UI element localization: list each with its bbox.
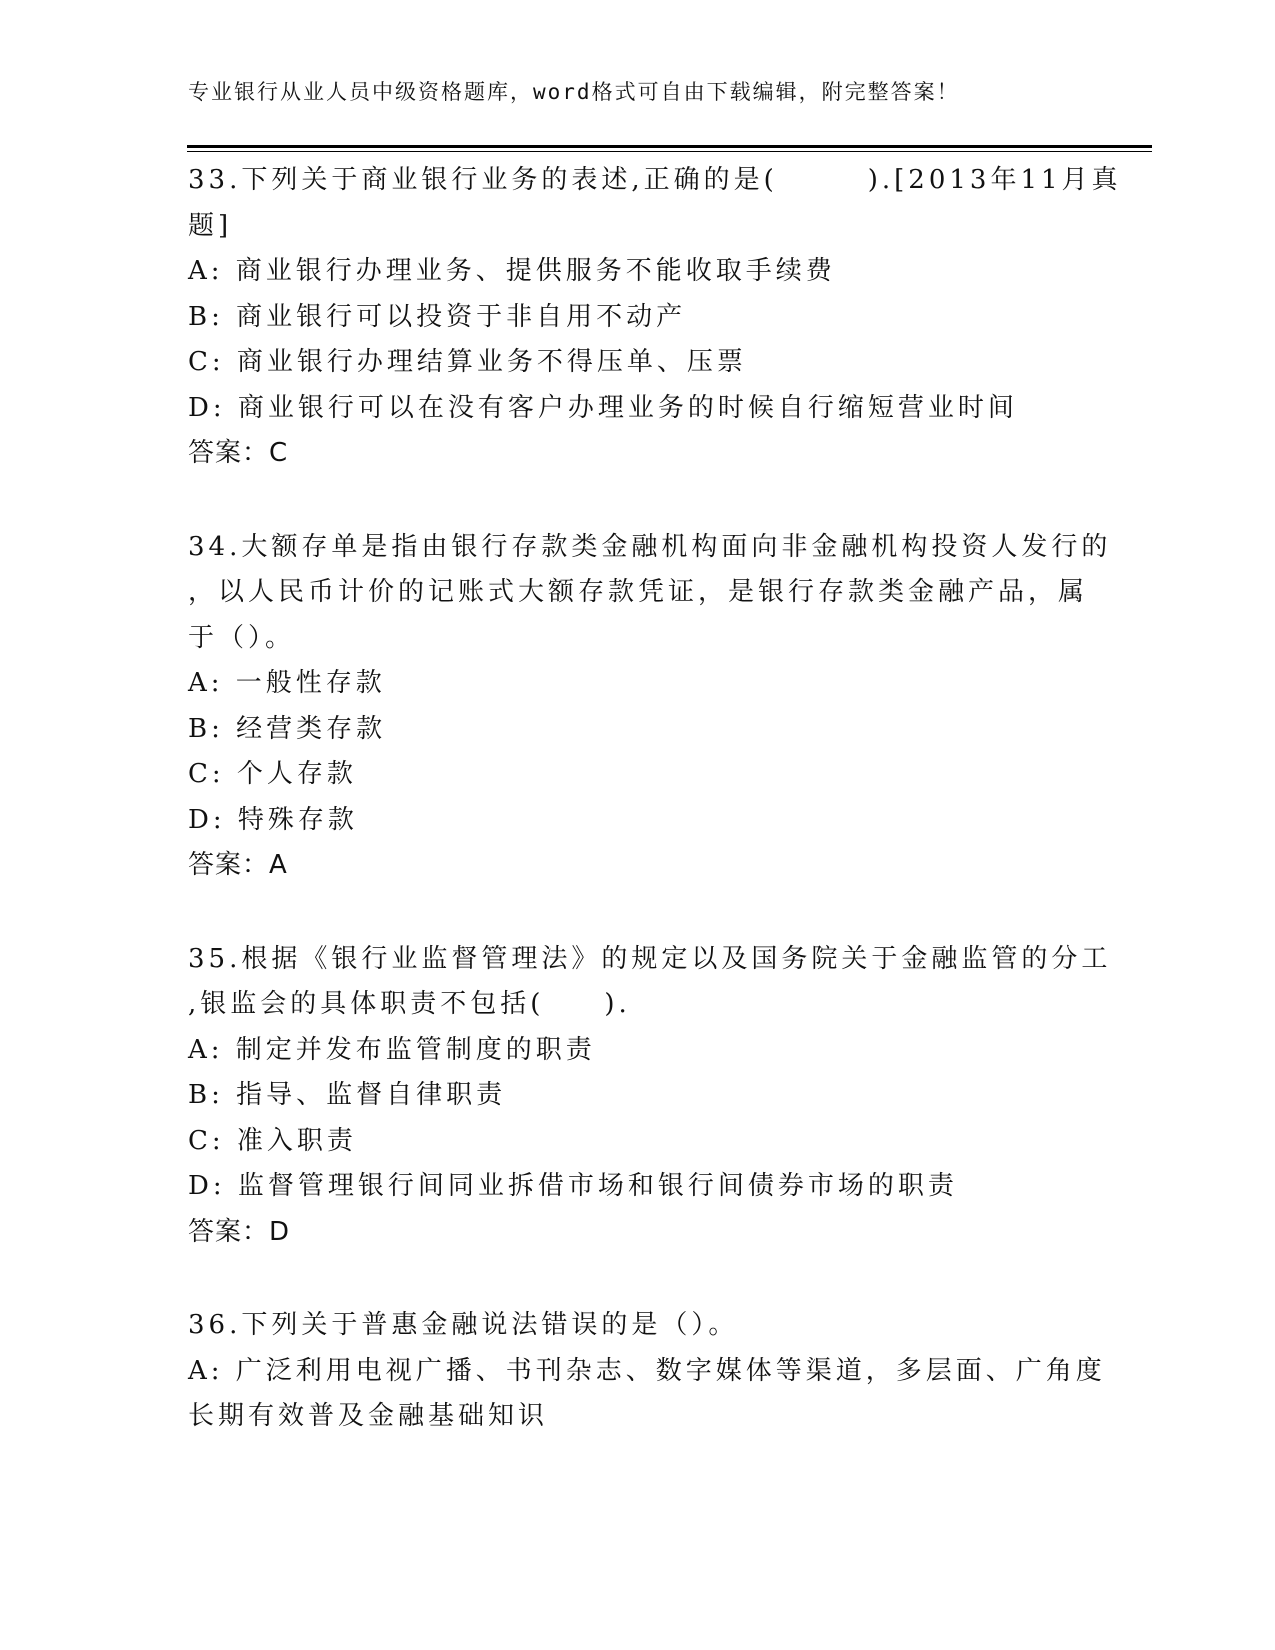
answer: 答案：C bbox=[188, 438, 289, 468]
option-d: D: 特殊存款 bbox=[188, 804, 358, 835]
question-34 bbox=[188, 525, 1112, 889]
question-text: 35.根据《银行业监督管理法》的规定以及国务院关于金融监管的分工 bbox=[188, 943, 1112, 974]
answer: 答案：D bbox=[188, 1216, 291, 1247]
option-a: A: 一般性存款 bbox=[188, 668, 386, 698]
question-33 bbox=[188, 158, 1122, 477]
option-c: C: 商业银行办理结算业务不得压单、压票 bbox=[188, 347, 747, 377]
option-d: D: 监督管理银行间同业拆借市场和银行间债券市场的职责 bbox=[188, 1171, 958, 1201]
question-36 bbox=[188, 1303, 1106, 1440]
option-c: C: 个人存款 bbox=[188, 759, 357, 789]
header-rule-thick bbox=[187, 145, 1152, 148]
question-text: 题] bbox=[188, 210, 233, 241]
option-d: D: 商业银行可以在没有客户办理业务的时候自行缩短营业时间 bbox=[188, 392, 1018, 423]
question-text: 34.大额存单是指由银行存款类金融机构面向非金融机构投资人发行的 bbox=[188, 531, 1112, 562]
question-text: 于（）。 bbox=[188, 622, 296, 653]
page-header: 专业银行从业人员中级资格题库，word格式可自由下载编辑，附完整答案！ bbox=[188, 80, 960, 104]
option-c: C: 准入职责 bbox=[188, 1125, 357, 1156]
header-rule-thin bbox=[187, 151, 1152, 152]
question-35 bbox=[188, 937, 1112, 1256]
answer: 答案：A bbox=[188, 850, 288, 880]
option-b: B: 指导、监督自律职责 bbox=[188, 1080, 507, 1110]
option-a-continued: 长期有效普及金融基础知识 bbox=[188, 1401, 549, 1431]
option-a: A: 广泛利用电视广播、书刊杂志、数字媒体等渠道，多层面、广角度 bbox=[188, 1355, 1106, 1386]
option-b: B: 商业银行可以投资于非自用不动产 bbox=[188, 301, 687, 332]
option-a: A: 商业银行办理业务、提供服务不能收取手续费 bbox=[188, 256, 836, 286]
option-b: B: 经营类存款 bbox=[188, 713, 387, 744]
question-text: 36.下列关于普惠金融说法错误的是（）。 bbox=[188, 1310, 739, 1340]
question-text: 33.下列关于商业银行业务的表述,正确的是( ).[2013年11月真 bbox=[188, 165, 1122, 195]
question-list bbox=[188, 158, 1122, 1488]
option-a: A: 制定并发布监管制度的职责 bbox=[188, 1034, 596, 1065]
question-text: ,银监会的具体职责不包括( ). bbox=[188, 989, 631, 1019]
question-text: ，以人民币计价的记账式大额存款凭证，是银行存款类金融产品，属 bbox=[188, 577, 1089, 607]
